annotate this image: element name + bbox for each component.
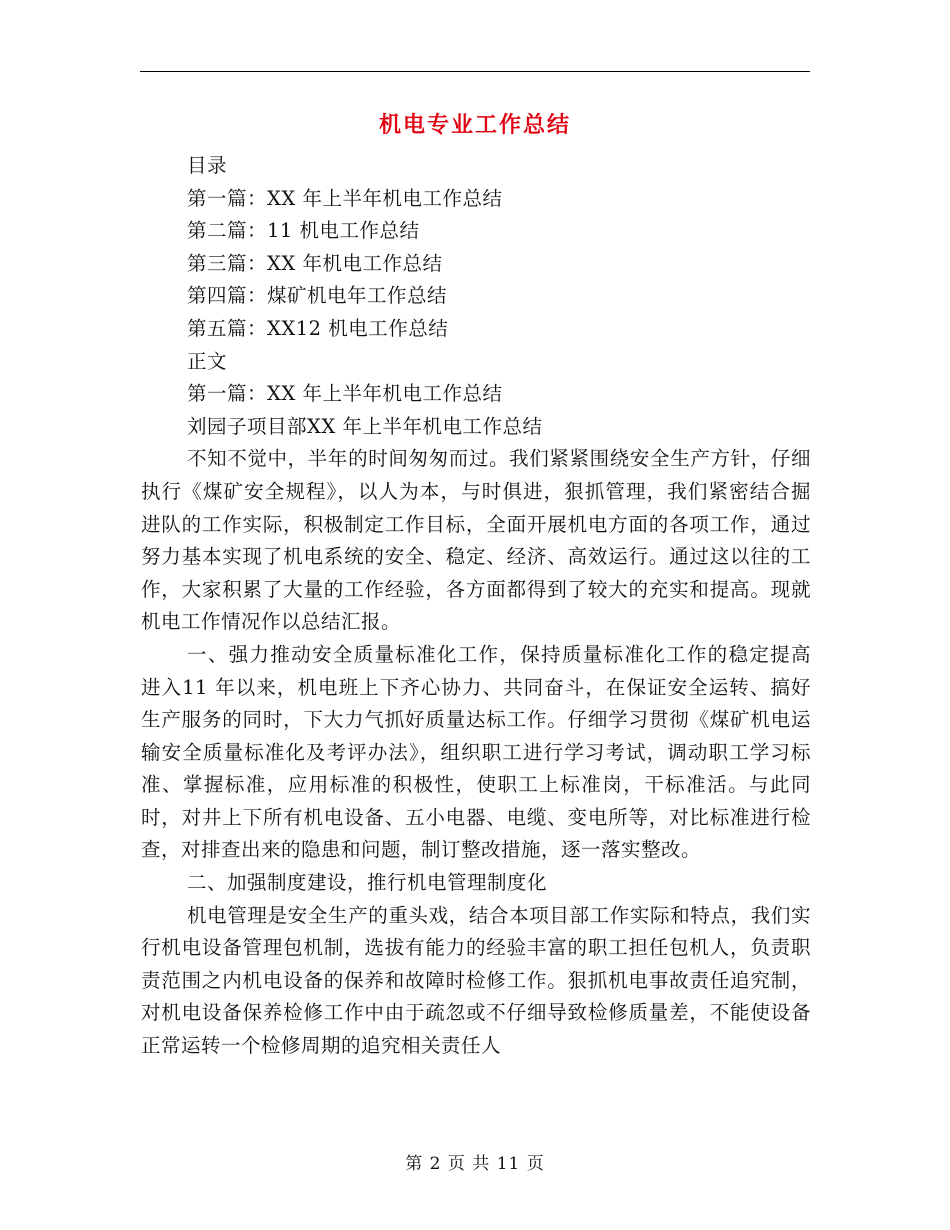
toc-item: 第五篇：XX12 机电工作总结 [187,316,449,340]
body-paragraph: 机电管理是安全生产的重头戏，结合本项目部工作实际和特点，我们实行机电设备管理包机制，选拔有能力的经验丰富的职工担任包机人，负责职责范围之内机电设备的保养和故障时检修工作。狠抓机电事故责任追究制，对机电设备保养检修工作中由于疏忽或不仔细导致检修质量差，不能使设备正常运转一个检修周期的追究相关责任人 [141,903,811,1058]
toc-item: 第四篇：煤矿机电年工作总结 [187,284,448,308]
body-heading: 正文 [187,349,228,373]
toc-item: 第一篇：XX 年上半年机电工作总结 [187,186,503,210]
body-paragraph: 一、强力推动安全质量标准化工作，保持质量标准化工作的稳定提高 进入11 年以来，机电班上下齐心协力、共同奋斗，在保证安全运转、搞好生产服务的同时，下大力气抓好质量达标工作。仔细学习贯彻《煤矿机电运输安全质量标准化及考评办法》，组织职工进行学习考试，调动职工学习标准、掌握标准，应用标准的积极性，使职工上标准岗，干标准活。与此同时，对井上下所有机电设备、五小电器、电缆、变电所等，对比标准进行检查，对排查出来的隐患和问题，制订整改措施，逐一落实整改。 [141,642,811,862]
chapter-title: 第一篇：XX 年上半年机电工作总结 [187,382,503,406]
toc-item: 第三篇：XX 年机电工作总结 [187,251,443,275]
section-heading: 二、加强制度建设，推行机电管理制度化 [187,871,548,895]
toc-heading: 目录 [187,154,228,177]
header-rule [140,71,810,72]
document-title: 机电专业工作总结 [378,113,571,138]
report-title: 刘园子项目部XX 年上半年机电工作总结 [187,414,543,438]
toc-item: 第二篇：11 机电工作总结 [187,219,420,243]
document-body [141,150,811,1063]
body-paragraph: 不知不觉中，半年的时间匆匆而过。我们紧紧围绕安全生产方针，仔细执行《煤矿安全规程》，以人为本，与时俱进，狠抓管理，我们紧密结合掘进队的工作实际，积极制定工作目标，全面开展机电方面的各项工作，通过努力基本实现了机电系统的安全、稳定、经济、高效运行。通过这以往的工作，大家积累了大量的工作经验，各方面都得到了较大的充实和提高。现就机电工作情况作以总结汇报。 [141,447,811,634]
page-number-footer: 第 2 页 共 11 页 [405,1154,545,1174]
